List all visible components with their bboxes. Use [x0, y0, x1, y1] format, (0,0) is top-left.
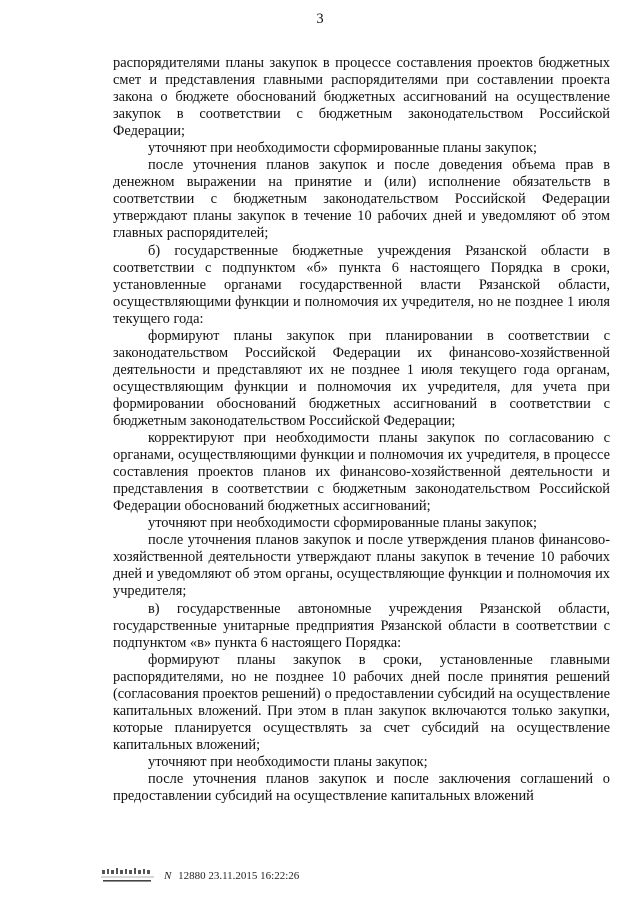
- paragraph-6: корректируют при необходимости планы закупок по согласованию с органами, осуществляющими функции и полномочия их учредителя, в процессе составления проектов планов их финансово-хозяйственной деятельности и представления в соответствии с бюджетным законодательством Российской Федерации обоснований бюджетных ассигнований;: [113, 430, 610, 515]
- document-footer: [100, 865, 299, 887]
- stamp-graphic: [100, 866, 156, 886]
- paragraph-11: уточняют при необходимости планы закупок;: [148, 753, 428, 770]
- registration-number: 12880: [178, 870, 206, 882]
- paragraph-9: в) государственные автономные учреждения Рязанской области, государственные унитарные предприятия Рязанской области в соответствии с подпунктом «в» пункта 6 настоящего Порядка:: [113, 600, 610, 651]
- paragraph-10: формируют планы закупок в сроки, установленные главными распорядителями, но не позднее 10 рабочих дней после принятия решений (согласования проектов решений) о предоставлении субсидий на осуществление капитальных вложений. При этом в план закупок включаются только закупки, которые планируется осуществлять за счет субсидий на осуществление капитальных вложений;: [113, 651, 610, 753]
- registration-info: [164, 869, 299, 883]
- number-mark: N: [164, 870, 172, 882]
- paragraph-4: б) государственные бюджетные учреждения Рязанской области в соответствии с подпунктом «б» пункта 6 настоящего Порядка в сроки, установленные органами государственной власти Рязанской области, осуществляющими функции и полномочия их учредителя, но не позднее 1 июля текущего года:: [113, 242, 610, 327]
- paragraph-8: после уточнения планов закупок и после утверждения планов финансово-хозяйственной деятельности утверждают планы закупок в течение 10 рабочих дней и уведомляют об этом органы, осуществляющие функции и полномочия их учредителя;: [113, 532, 610, 600]
- paragraph-1: распорядителями планы закупок в процессе составления проектов бюджетных смет и представления главными распорядителями при составлении проекта закона о бюджете обоснований бюджетных ассигнований на осуществление закупок в соответствии с бюджетным законодательством Российской Федерации;: [113, 55, 610, 140]
- registration-datetime: 23.11.2015 16:22:26: [208, 870, 300, 882]
- page-number: 3: [316, 11, 324, 27]
- paragraph-2: уточняют при необходимости сформированные планы закупок;: [148, 140, 537, 157]
- paragraph-3: после уточнения планов закупок и после доведения объема прав в денежном выражении на принятие и (или) исполнение обязательств в соответствии с бюджетным законодательством Российской Федерации утверждают планы закупок в течение 10 рабочих дней и уведомляют об этом главных распорядителей;: [113, 157, 610, 242]
- paragraph-7: уточняют при необходимости сформированные планы закупок;: [148, 515, 537, 532]
- document-body: [113, 55, 610, 805]
- government-stamp-logo: [100, 866, 156, 886]
- paragraph-5: формируют планы закупок при планировании в соответствии с законодательством Российской Федерации их финансово-хозяйственной деятельности и представляют их не позднее 1 июля текущего года органам, осуществляющим функции и полномочия их учредителя, для учета при формировании обоснований бюджетных ассигнований в соответствии с бюджетным законодательством Российской Федерации;: [113, 327, 610, 429]
- paragraph-12: после уточнения планов закупок и после заключения соглашений о предоставлении субсидий на осуществление капитальных вложений: [113, 770, 610, 805]
